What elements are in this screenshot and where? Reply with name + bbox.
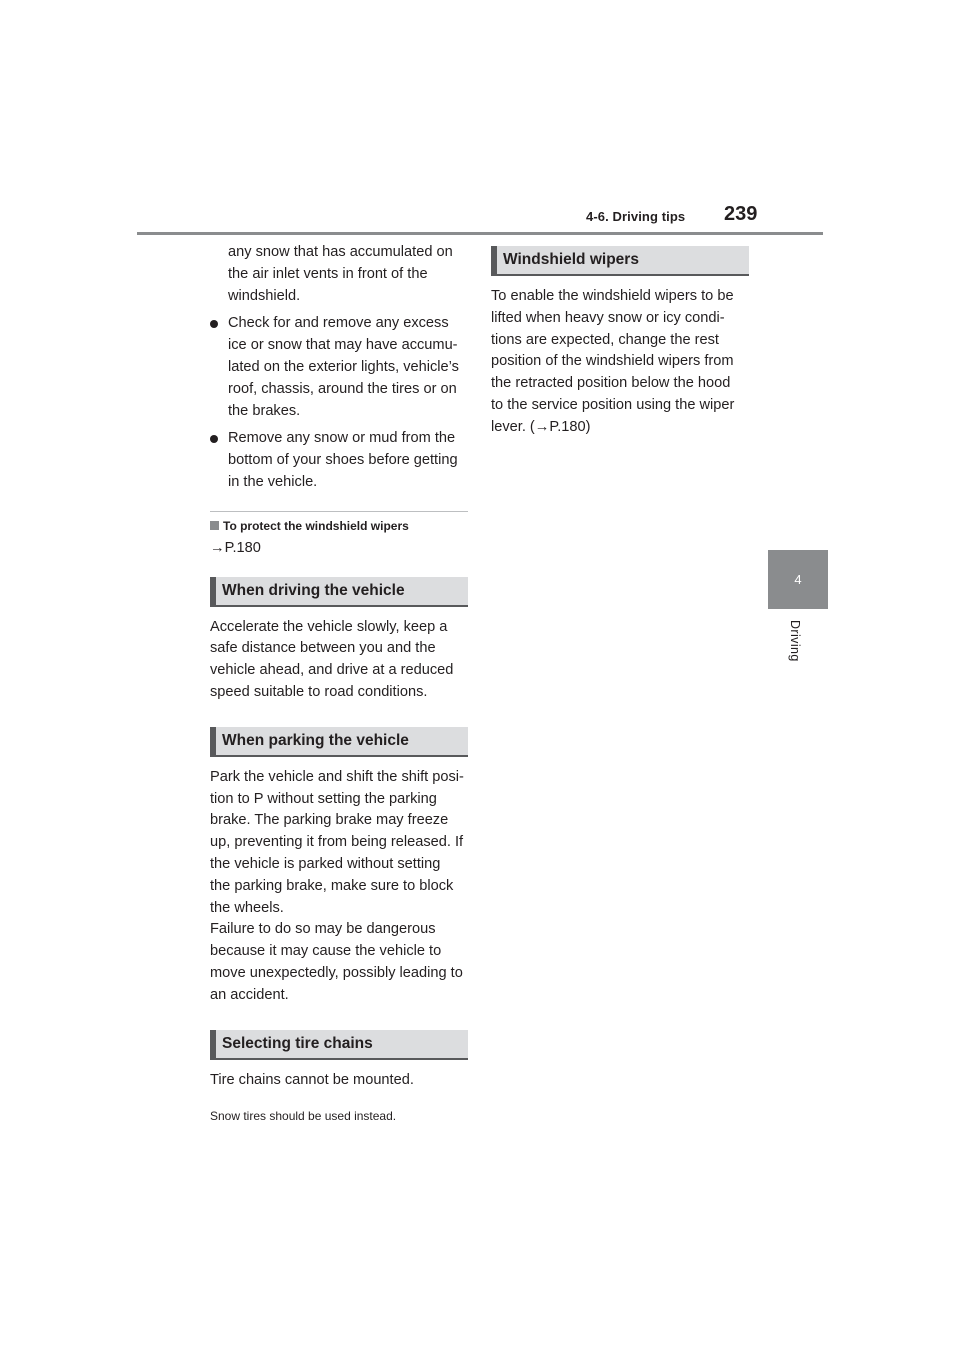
section-body-parking: Park the vehicle and shift the shift posi- tion to P without setting the parking brake. The parking brake may freeze up, preventing it from being released. If the vehicle is parked without setting the parking brake, make sure to block the wheels. Failure to do so may be dangerous because it may cause the vehicle to move unexpectedly, possibly leading to an accident.	[210, 768, 464, 1003]
chapter-label: Driving	[788, 620, 802, 662]
bullet-text: Check for and remove any excess ice or snow that may have accumu- lated on the exterior lights, vehicle’s roof, chassis, around the tires or on the brakes.	[228, 315, 459, 419]
section-title-parking: When parking the vehicle	[210, 727, 468, 757]
subheading-text: To protect the windshield wipers	[223, 518, 409, 533]
page-reference: →P.180	[210, 539, 261, 556]
left-column	[210, 242, 468, 1137]
section-title-windshield-wipers: Windshield wipers	[491, 246, 749, 276]
right-column	[491, 246, 749, 439]
running-header-section: 4-6. Driving tips	[586, 209, 686, 224]
section-note-tire-chains: Snow tires should be used instead.	[210, 1109, 397, 1124]
section-body-driving: Accelerate the vehicle slowly, keep a safe distance between you and the vehicle ahead, and drive at a reduced speed suitable to road conditions.	[210, 618, 454, 700]
page-number: 239	[724, 203, 758, 225]
bullet-item	[210, 313, 468, 422]
section-title-tire-chains: Selecting tire chains	[210, 1030, 468, 1060]
square-marker-icon	[210, 521, 219, 530]
chapter-number-tab: 4	[768, 550, 828, 609]
subheading	[210, 516, 468, 536]
header-divider	[137, 232, 823, 235]
continued-paragraph: any snow that has accumulated on the air inlet vents in front of the windshield.	[228, 244, 453, 304]
bullet-dot-icon	[210, 320, 218, 328]
bullet-item	[210, 428, 468, 493]
bullet-dot-icon	[210, 435, 218, 443]
section-body-tire-chains: Tire chains cannot be mounted.	[210, 1071, 414, 1088]
bullet-text: Remove any snow or mud from the bottom of your shoes before getting in the vehicle.	[228, 430, 458, 490]
section-body-windshield-wipers: To enable the windshield wipers to be lifted when heavy snow or icy condi- tions are expected, change the rest position of the windshield wipers from the retracted position below the hood to the service position using the wiper lever. (→P.180)	[491, 288, 735, 435]
section-title-driving: When driving the vehicle	[210, 577, 468, 607]
